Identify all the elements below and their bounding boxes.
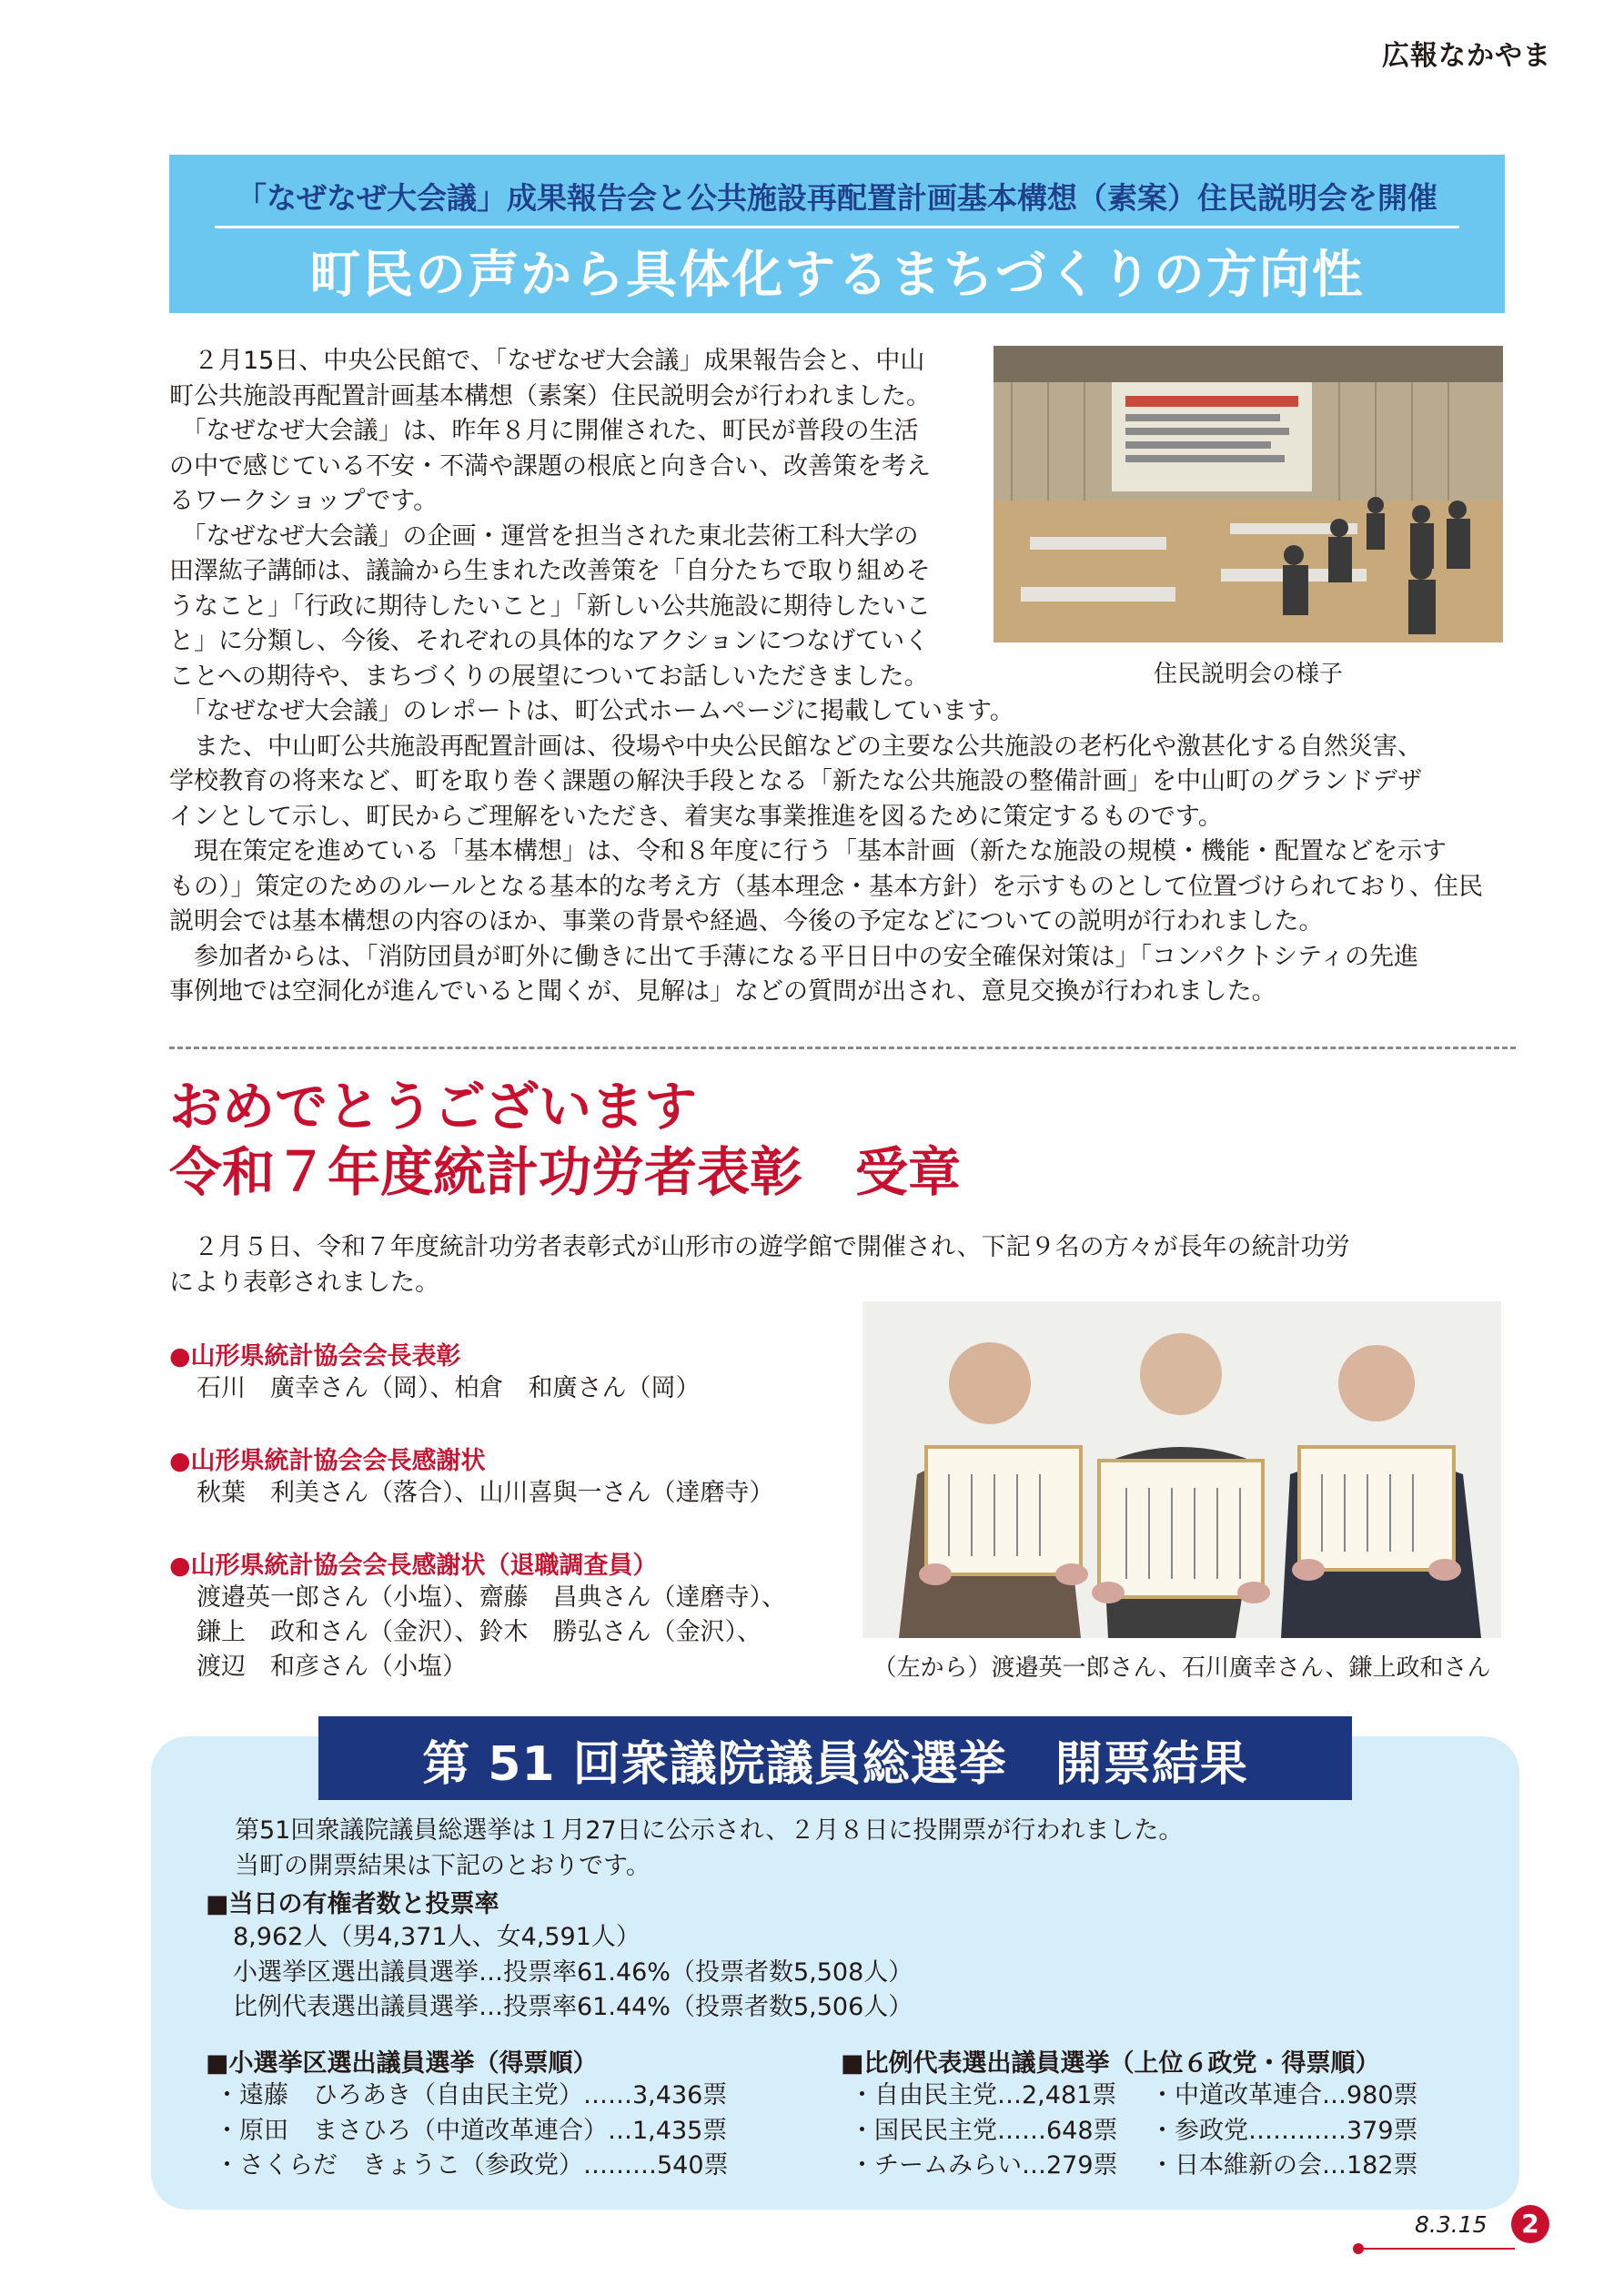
banner-divider: [215, 226, 1459, 228]
award-group: [169, 1441, 861, 1511]
result-row: ・チームみらい…279票: [850, 2151, 1118, 2180]
paragraph-line: 事例地では空洞化が進んでいると聞くが、見解は」などの質問が出され、意見交換が行われました。: [169, 977, 1276, 1006]
page-number: 2: [1511, 2205, 1549, 2243]
result-row: ・遠藤 ひろあき（自由民主党）……3,436票: [215, 2081, 728, 2109]
single-seat-heading: ■小選挙区選出議員選挙（得票順）: [206, 2049, 598, 2078]
photo-caption: （左から）渡邉英一郎さん、石川廣幸さん、鎌上政和さん: [873, 1654, 1491, 1682]
paragraph-line: もの）」策定のためのルールとなる基本的な考え方（基本理念・基本方針）を示すものとして位置づけられており、住民: [169, 872, 1483, 901]
section1-column-text: [169, 344, 970, 694]
paragraph-line: 当町の開票結果は下記のとおりです。: [235, 1851, 651, 1880]
award-heading: ●山形県統計協会会長表彰: [169, 1342, 461, 1371]
section3-intro: [235, 1814, 1183, 1884]
paragraph-line: ２月15日、中央公民館で、「なぜなぜ大会議」成果報告会と、中山: [169, 347, 925, 375]
footer-dot: [1353, 2243, 1364, 2254]
turnout-line: 小選挙区選出議員選挙…投票率61.46%（投票者数5,508人）: [233, 1957, 913, 1987]
paragraph-line: 参加者からは、「消防団員が町外に働きに出て手薄になる平日日中の安全確保対策は」「コンパクトシティの先進: [169, 942, 1418, 971]
section2-intro: [169, 1230, 1516, 1300]
award-heading: ●山形県統計協会会長感謝状: [169, 1447, 486, 1475]
paragraph-line: インとして示し、町民からご理解をいただき、着実な事業推進を図るために策定するものです。: [169, 802, 1223, 831]
paragraph-line: また、中山町公共施設再配置計画は、役場や中央公民館などの主要な公共施設の老朽化や激甚化する自然災害、: [169, 732, 1422, 761]
award-recipients-photo: [862, 1301, 1501, 1638]
meeting-photo-illustration: [994, 346, 1503, 642]
result-row: ・さくらだ きょうこ（参政党）………540票: [215, 2151, 729, 2180]
award-names: 渡邉英一郎さん（小塩）、齋藤 昌典さん（達磨寺）、: [197, 1583, 786, 1612]
paragraph-line: 「なぜなぜ大会議」のレポートは、町公式ホームページに掲載しています。: [169, 697, 1014, 725]
section2-title: [169, 1074, 961, 1205]
paragraph-line: の中で感じている不安・不満や課題の根底と向き合い、改善策を考え: [169, 451, 931, 480]
result-row: ・中道改革連合…980票: [1150, 2081, 1418, 2109]
proportional-heading: ■比例代表選出議員選挙（上位６政党・得票順）: [841, 2049, 1380, 2078]
turnout-line: 比例代表選出議員選挙…投票率61.44%（投票者数5,506人）: [233, 1993, 913, 2021]
paragraph-line: 「なぜなぜ大会議」は、昨年８月に開催された、町民が普段の生活: [169, 417, 919, 445]
result-row: ・参政党…………379票: [1150, 2116, 1418, 2145]
turnout-details: [233, 1920, 913, 2026]
paragraph-line: 「なぜなぜ大会議」の企画・運営を担当された東北芸術工科大学の: [169, 521, 919, 551]
paragraph-line: と」に分類し、今後、それぞれの具体的なアクションにつなげていく: [169, 627, 930, 655]
paragraph-line: 第51回衆議院議員総選挙は１月27日に公示され、２月８日に投開票が行われました。: [235, 1816, 1184, 1845]
award-names: 秋葉 利美さん（落合）、山川喜與一さん（達磨寺）: [197, 1479, 774, 1507]
paragraph-line: ２月５日、令和７年度統計功労者表彰式が山形市の遊学館で開催され、下記９名の方々が長年の統計功労: [169, 1233, 1350, 1261]
paragraph-line: 現在策定を進めている「基本構想」は、令和８年度に行う「基本計画（新たな施設の規模・機能・配置などを示す: [169, 837, 1447, 865]
turnout-line: 8,962人（男4,371人、女4,591人）: [233, 1923, 641, 1951]
proportional-grid: [841, 2079, 1441, 2184]
section3-title: 第 51 回衆議院議員総選挙 開票結果: [422, 1737, 1248, 1792]
proportional-results: [841, 2043, 1441, 2184]
award-names: 渡辺 和彦さん（小塩）: [197, 1653, 467, 1681]
single-seat-results: [206, 2043, 729, 2184]
section1-subtitle: 「なぜなぜ大会議」成果報告会と公共施設再配置計画基本構想（素案）住民説明会を開催: [237, 180, 1437, 216]
photo-caption: 住民説明会の様子: [1153, 661, 1343, 688]
turnout-heading: ■当日の有権者数と投票率: [206, 1890, 499, 1918]
award-heading: ●山形県統計協会会長感謝状（退職調査員）: [169, 1552, 658, 1580]
result-row: ・日本維新の会…182票: [1150, 2151, 1418, 2180]
award-group: [169, 1336, 861, 1406]
publication-title: 広報なかやま: [1382, 40, 1551, 72]
section1-banner: [169, 155, 1505, 313]
paragraph-line: 説明会では基本構想の内容のほか、事業の背景や経過、今後の予定などについての説明が行われました。: [169, 907, 1324, 936]
award-photo-illustration: [862, 1301, 1501, 1638]
meeting-photo: [994, 346, 1503, 642]
paragraph-line: ことへの期待や、まちづくりの展望についてお話しいただきました。: [169, 662, 929, 691]
section1-full-text: [169, 694, 1516, 1010]
footer-rule: [1358, 2248, 1515, 2250]
paragraph-line: 学校教育の将来など、町を取り巻く課題の解決手段となる「新たな公共施設の整備計画」を中山町のグランドデザ: [169, 767, 1422, 795]
result-row: ・国民民主党……648票: [850, 2116, 1118, 2145]
section2-title-line2: 令和７年度統計功労者表彰 受章: [169, 1141, 962, 1203]
result-row: ・原田 まさひろ（中道改革連合）…1,435票: [215, 2116, 728, 2145]
award-names: 鎌上 政和さん（金沢）、鈴木 勝弘さん（金沢）、: [197, 1618, 762, 1646]
paragraph-line: により表彰されました。: [169, 1268, 439, 1297]
section-divider: [169, 1047, 1516, 1049]
award-list: [169, 1336, 861, 1719]
issue-date: 8.3.15: [1415, 2211, 1488, 2238]
paragraph-line: 町公共施設再配置計画基本構想（素案）住民説明会が行われました。: [169, 381, 931, 410]
paragraph-line: うなこと」「行政に期待したいこと」「新しい公共施設に期待したいこ: [169, 592, 931, 621]
section2-title-line1: おめでとうございます: [169, 1076, 698, 1138]
result-row: ・自由民主党…2,481票: [850, 2081, 1117, 2109]
award-group: [169, 1545, 861, 1684]
award-names: 石川 廣幸さん（岡）、柏倉 和廣さん（岡）: [197, 1374, 701, 1402]
paragraph-line: るワークショップです。: [169, 487, 439, 515]
section3-banner: [318, 1716, 1352, 1800]
section1-title: 町民の声から具体化するまちづくりの方向性: [309, 246, 1365, 305]
paragraph-line: 田澤紘子講師は、議論から生まれた改善策を「自分たちで取り組めそ: [169, 557, 931, 585]
